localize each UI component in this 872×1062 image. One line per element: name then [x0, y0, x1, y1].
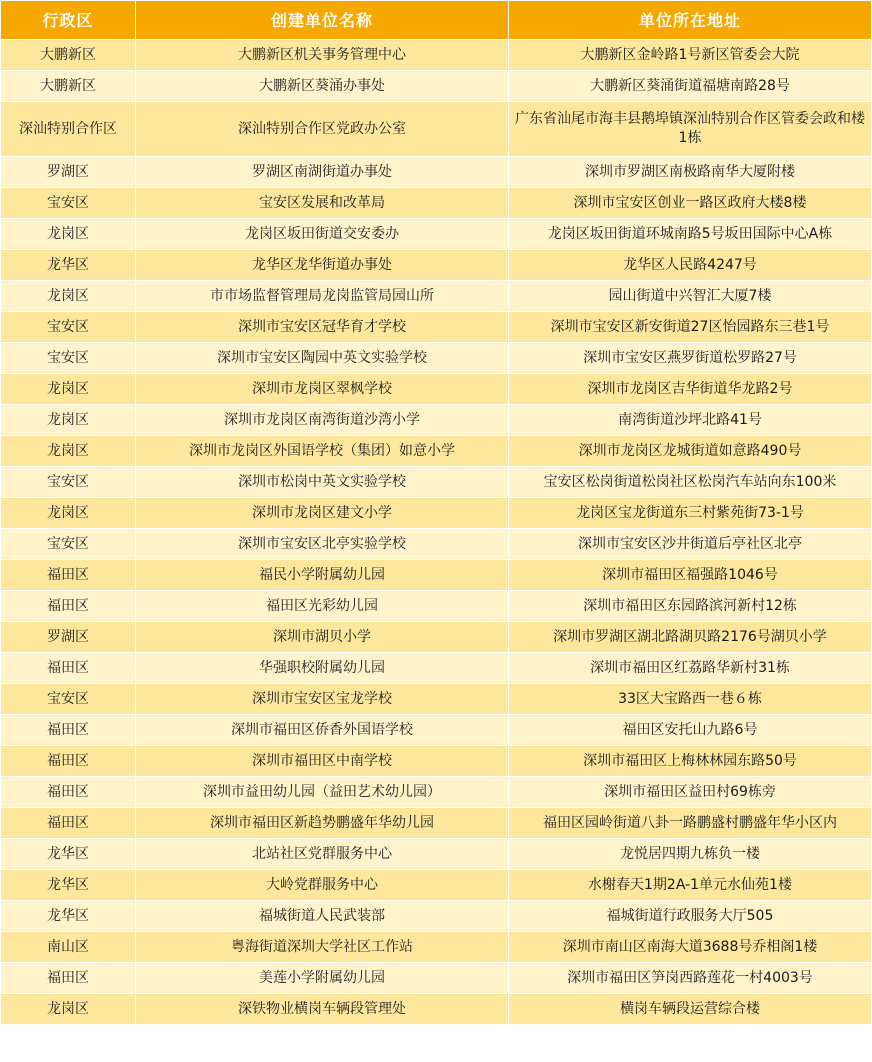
cell-district: 宝安区: [1, 467, 136, 498]
cell-address: 深圳市宝安区新安街道27区怡园路东三巷1号: [509, 312, 872, 343]
cell-address: 深圳市福田区益田村69栋旁: [509, 777, 872, 808]
cell-unit-name: 深圳市松岗中英文实验学校: [136, 467, 509, 498]
cell-district: 罗湖区: [1, 157, 136, 188]
cell-unit-name: 深铁物业横岗车辆段管理处: [136, 994, 509, 1025]
cell-address: 横岗车辆段运营综合楼: [509, 994, 872, 1025]
cell-unit-name: 宝安区发展和改革局: [136, 188, 509, 219]
header-district: 行政区: [1, 1, 136, 40]
cell-district: 龙华区: [1, 839, 136, 870]
cell-district: 宝安区: [1, 312, 136, 343]
cell-unit-name: 深汕特别合作区党政办公室: [136, 102, 509, 157]
cell-address: 深圳市龙岗区龙城街道如意路490号: [509, 436, 872, 467]
cell-unit-name: 北站社区党群服务中心: [136, 839, 509, 870]
cell-district: 南山区: [1, 932, 136, 963]
cell-unit-name: 深圳市福田区侨香外国语学校: [136, 715, 509, 746]
cell-address: 南湾街道沙坪北路41号: [509, 405, 872, 436]
table-row: [1, 684, 872, 715]
cell-district: 龙岗区: [1, 405, 136, 436]
cell-district: 宝安区: [1, 684, 136, 715]
table-row: [1, 560, 872, 591]
table-row: [1, 405, 872, 436]
cell-district: 龙华区: [1, 901, 136, 932]
table-row: [1, 188, 872, 219]
table-row: [1, 250, 872, 281]
cell-address: 福城街道行政服务大厅505: [509, 901, 872, 932]
table-row: [1, 529, 872, 560]
cell-unit-name: 深圳市宝安区宝龙学校: [136, 684, 509, 715]
cell-unit-name: 深圳市宝安区北亭实验学校: [136, 529, 509, 560]
table-row: [1, 777, 872, 808]
cell-unit-name: 福民小学附属幼儿园: [136, 560, 509, 591]
cell-unit-name: 深圳市湖贝小学: [136, 622, 509, 653]
cell-district: 福田区: [1, 715, 136, 746]
cell-address: 深圳市罗湖区南极路南华大厦附楼: [509, 157, 872, 188]
cell-address: 深圳市罗湖区湖北路湖贝路2176号湖贝小学: [509, 622, 872, 653]
cell-district: 龙岗区: [1, 219, 136, 250]
table-row: [1, 715, 872, 746]
cell-unit-name: 深圳市福田区新趋势鹏盛年华幼儿园: [136, 808, 509, 839]
table-row: [1, 839, 872, 870]
cell-address: 福田区安托山九路6号: [509, 715, 872, 746]
table-row: [1, 281, 872, 312]
table-row: [1, 436, 872, 467]
cell-address: 33区大宝路西一巷６栋: [509, 684, 872, 715]
cell-address: 深圳市南山区南海大道3688号乔相阁1楼: [509, 932, 872, 963]
cell-unit-name: 美莲小学附属幼儿园: [136, 963, 509, 994]
cell-address: 深圳市宝安区燕罗街道松罗路27号: [509, 343, 872, 374]
cell-address: 深圳市宝安区创业一路区政府大楼8楼: [509, 188, 872, 219]
table-row: [1, 219, 872, 250]
cell-address: 深圳市福田区福强路1046号: [509, 560, 872, 591]
table-row: [1, 374, 872, 405]
table-row: [1, 808, 872, 839]
cell-unit-name: 深圳市宝安区陶园中英文实验学校: [136, 343, 509, 374]
cell-unit-name: 华强职校附属幼儿园: [136, 653, 509, 684]
cell-address: 深圳市龙岗区吉华街道华龙路2号: [509, 374, 872, 405]
table-row: [1, 40, 872, 71]
table-row: [1, 653, 872, 684]
cell-address: 深圳市福田区东园路滨河新村12栋: [509, 591, 872, 622]
cell-address: 水榭春天1期2A-1单元水仙苑1楼: [509, 870, 872, 901]
cell-address: 龙岗区坂田街道环城南路5号坂田国际中心A栋: [509, 219, 872, 250]
cell-address: 深圳市宝安区沙井街道后亭社区北亭: [509, 529, 872, 560]
cell-district: 大鹏新区: [1, 40, 136, 71]
cell-district: 龙岗区: [1, 281, 136, 312]
cell-unit-name: 罗湖区南湖街道办事处: [136, 157, 509, 188]
cell-address: 福田区园岭街道八卦一路鹏盛村鹏盛年华小区内: [509, 808, 872, 839]
table-row: [1, 312, 872, 343]
cell-district: 福田区: [1, 963, 136, 994]
table-row: [1, 963, 872, 994]
cell-unit-name: 深圳市福田区中南学校: [136, 746, 509, 777]
table-row: [1, 901, 872, 932]
cell-unit-name: 龙华区龙华街道办事处: [136, 250, 509, 281]
cell-district: 大鹏新区: [1, 71, 136, 102]
cell-address: 深圳市福田区上梅林林园东路50号: [509, 746, 872, 777]
cell-unit-name: 大鹏新区机关事务管理中心: [136, 40, 509, 71]
cell-address: 龙岗区宝龙街道东三村紫苑街73-1号: [509, 498, 872, 529]
cell-unit-name: 深圳市龙岗区翠枫学校: [136, 374, 509, 405]
cell-district: 深汕特别合作区: [1, 102, 136, 157]
cell-address: 深圳市福田区红荔路华新村31栋: [509, 653, 872, 684]
cell-district: 福田区: [1, 777, 136, 808]
cell-unit-name: 粤海街道深圳大学社区工作站: [136, 932, 509, 963]
cell-district: 龙岗区: [1, 374, 136, 405]
cell-unit-name: 大鹏新区葵涌办事处: [136, 71, 509, 102]
table-row: [1, 343, 872, 374]
table-row: [1, 498, 872, 529]
cell-district: 福田区: [1, 808, 136, 839]
cell-address: 深圳市福田区笋岗西路莲花一村4003号: [509, 963, 872, 994]
cell-unit-name: 大岭党群服务中心: [136, 870, 509, 901]
table-row: [1, 157, 872, 188]
cell-unit-name: 深圳市龙岗区建文小学: [136, 498, 509, 529]
cell-address: 大鹏新区金岭路1号新区管委会大院: [509, 40, 872, 71]
cell-address: 宝安区松岗街道松岗社区松岗汽车站向东100米: [509, 467, 872, 498]
cell-district: 龙华区: [1, 870, 136, 901]
cell-address: 广东省汕尾市海丰县鹅埠镇深汕特别合作区管委会政和楼1栋: [509, 102, 872, 157]
table-row: [1, 622, 872, 653]
cell-district: 龙岗区: [1, 436, 136, 467]
cell-unit-name: 市市场监督管理局龙岗监管局园山所: [136, 281, 509, 312]
table-row: [1, 994, 872, 1025]
header-unit-name: 创建单位名称: [136, 1, 509, 40]
cell-district: 福田区: [1, 746, 136, 777]
cell-address: 大鹏新区葵涌街道福塘南路28号: [509, 71, 872, 102]
table-row: [1, 467, 872, 498]
cell-district: 宝安区: [1, 529, 136, 560]
header-address: 单位所在地址: [509, 1, 872, 40]
cell-district: 宝安区: [1, 343, 136, 374]
table-body: [1, 40, 872, 1025]
cell-address: 龙悦居四期九栋负一楼: [509, 839, 872, 870]
cell-district: 罗湖区: [1, 622, 136, 653]
table-row: [1, 932, 872, 963]
table-row: [1, 591, 872, 622]
table-row: [1, 102, 872, 157]
cell-unit-name: 深圳市宝安区冠华育才学校: [136, 312, 509, 343]
cell-district: 宝安区: [1, 188, 136, 219]
table-row: [1, 746, 872, 777]
cell-unit-name: 深圳市龙岗区外国语学校（集团）如意小学: [136, 436, 509, 467]
table-row: [1, 870, 872, 901]
table-row: [1, 71, 872, 102]
cell-district: 福田区: [1, 560, 136, 591]
cell-unit-name: 福田区光彩幼儿园: [136, 591, 509, 622]
cell-district: 龙岗区: [1, 994, 136, 1025]
cell-district: 福田区: [1, 591, 136, 622]
cell-unit-name: 龙岗区坂田街道交安委办: [136, 219, 509, 250]
cell-address: 龙华区人民路4247号: [509, 250, 872, 281]
cell-unit-name: 深圳市龙岗区南湾街道沙湾小学: [136, 405, 509, 436]
cell-unit-name: 深圳市益田幼儿园（益田艺术幼儿园）: [136, 777, 509, 808]
cell-district: 龙岗区: [1, 498, 136, 529]
cell-district: 龙华区: [1, 250, 136, 281]
header-row: [1, 1, 872, 40]
cell-district: 福田区: [1, 653, 136, 684]
cell-address: 园山街道中兴智汇大厦7楼: [509, 281, 872, 312]
cell-unit-name: 福城街道人民武装部: [136, 901, 509, 932]
